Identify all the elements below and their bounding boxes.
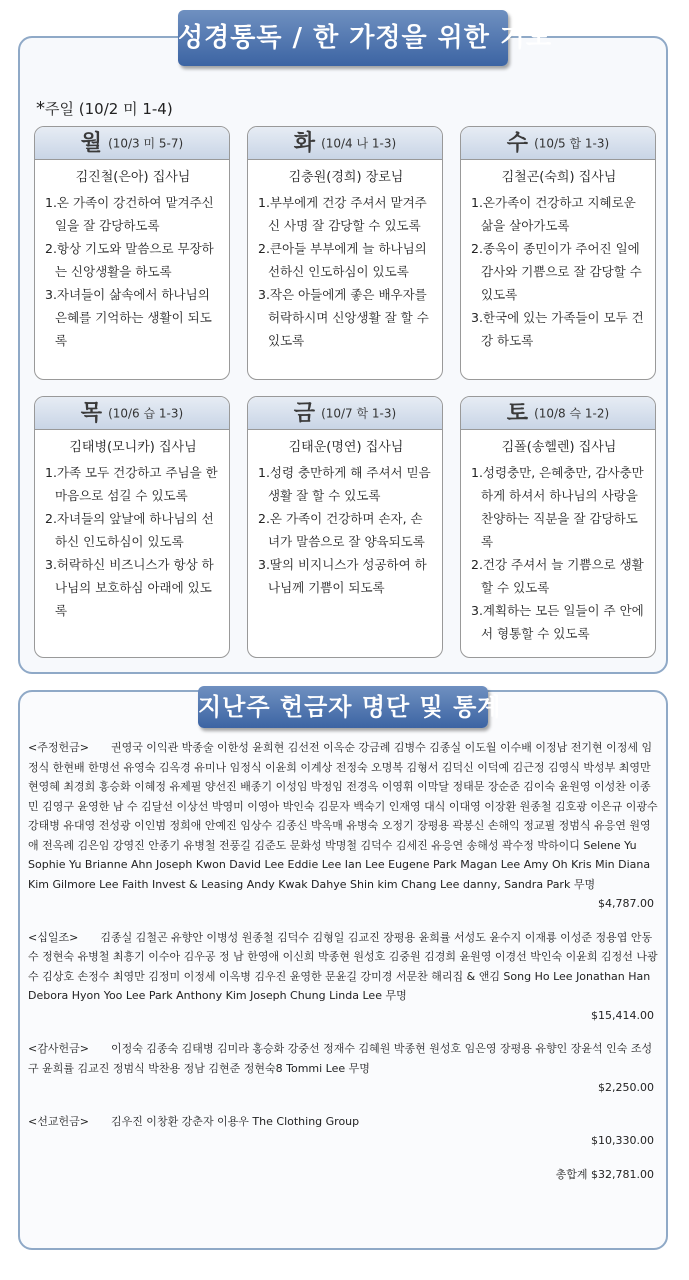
prayer-item: 1.온가족이 건강하고 지혜로운 삶을 살아가도록	[471, 195, 636, 233]
card-thursday	[34, 396, 230, 658]
prayer-item: 3.한국에 있는 가족들이 모두 건강 하도록	[471, 310, 644, 348]
group-names: 권영국 이익관 박종술 이한성 윤희현 김선전 이옥순 강금례 김병수 김종실 이도월 이수배 이정남 전기현 이정세 임정식 한현배 한명선 유영숙 김옥경 유미나 임정식 이윤희 이계상 전정숙 오명복 김형서 김덕신 이덕예 김근정 김영식 박성부 최영만 현영혜 최경희 홍승화 이혜정 유제필 양선진 배종기 이성임 박정임 전경옥 이영휘 이막달 정태문 장순준 김이숙 윤원영 이성찬 이종민 김영구 윤영한 남 수 김달선 이상선 박영미 이영아 박인숙 김문자 백숙기 인재영 대식 이대영 이장환 원종철 김호광 이은규 이광수 강태병 유대영 전성광 이인범 정희애 안예진 임상수 김종신 박옥매 유병숙 오정기 장평용 곽봉신 손해익 정교필 정범식 유응연 원영애 전옥례 김은임 강영진 안종기 유병철 전풍길 김준도 문화성 박명철 김덕수 김세진 유응연 송해성 곽수정 박하이디 Selene Yu Sophie Yu Brianne Ahn Joseph Kwon David Lee Eddie Lee Ian Lee Eugene Park Magan Lee Amy Oh Kris Min Diana Kim Gilmore Lee Faith Invest & Leasing Andy Kwak Dahye Shin kim Chang Lee danny, Sandra Park 무명	[28, 741, 658, 891]
prayer-title: 성경통독 / 한 가정을 위한 기도	[178, 10, 508, 66]
card-wednesday	[460, 126, 656, 380]
day-name: 목	[80, 400, 103, 426]
offering-group-mission	[28, 1112, 658, 1151]
group-amount: $4,787.00	[598, 897, 654, 910]
offering-group-tithe-weekly	[28, 738, 658, 914]
card-body	[248, 160, 442, 358]
prayer-item: 3.계획하는 모든 일들이 주 안에서 형통할 수 있도록	[471, 603, 644, 641]
day-ref: (10/4 나 1-3)	[321, 136, 397, 151]
prayer-item: 2.종욱이 종민이가 주어진 일에 감사와 기쁨으로 잘 감당할 수 있도록	[471, 241, 642, 302]
day-name: 수	[506, 130, 529, 156]
card-header	[248, 127, 442, 160]
prayer-item: 1.가족 모두 건강하고 주님을 한 마음으로 섬길 수 있도록	[45, 465, 218, 503]
group-label: <십일조>	[28, 930, 79, 944]
day-name: 월	[80, 130, 103, 156]
group-names: 김종실 김철곤 유향안 이병성 원종철 김덕수 김형일 김교진 장평용 윤희률 서성도 윤수지 이재룡 이성준 정용엽 안동수 정현숙 유병철 최흥기 이수아 김우공 정 남 한영애 이신희 박종현 원성호 김중원 김경희 윤원영 이경선 박인숙 이윤희 김정선 나광수 김상호 손정수 최영만 김정미 이정세 이옥병 김우진 윤영한 문윤길 강미경 서문찬 해리집 & 앤김 Song Ho Lee Jonathan Han Debora Hyon Yoo Lee Park Anthony Kim Joseph Chung Linda Lee 무명	[28, 930, 658, 1002]
family-name: 김태병(모니카) 집사님	[69, 440, 197, 455]
card-header	[461, 397, 655, 430]
day-ref: (10/6 습 1-3)	[108, 406, 184, 421]
prayer-item: 3.작은 아들에게 좋은 배우자를 허락하시며 신앙생활 잘 할 수 있도록	[258, 287, 429, 348]
offering-section	[18, 690, 668, 1250]
offering-list	[28, 738, 658, 1184]
family-name: 김태운(명연) 집사님	[288, 440, 404, 455]
day-ref: (10/5 합 1-3)	[534, 136, 610, 151]
card-monday	[34, 126, 230, 380]
group-label: <선교헌금>	[28, 1114, 89, 1128]
prayer-item: 1.부부에게 건강 주셔서 맡겨주신 사명 잘 감당할 수 있도록	[258, 195, 427, 233]
group-amount: $15,414.00	[591, 1008, 654, 1022]
day-ref: (10/8 슥 1-2)	[534, 406, 610, 421]
offering-title: 지난주 헌금자 명단 및 통계	[198, 686, 488, 728]
offering-group-tithe	[28, 928, 658, 1026]
card-body	[35, 430, 229, 628]
family-name: 김폴(송헬렌) 집사님	[501, 440, 617, 455]
group-amount: $10,330.00	[591, 1134, 654, 1147]
card-body	[35, 160, 229, 358]
day-name: 화	[293, 130, 316, 156]
family-name: 김철곤(숙희) 집사님	[501, 170, 617, 185]
card-header	[35, 397, 229, 430]
prayer-item: 1.성령 충만하게 해 주셔서 믿음 생활 잘 할 수 있도록	[258, 465, 431, 503]
day-ref: (10/3 미 5-7)	[108, 136, 184, 151]
sunday-star: *	[36, 98, 45, 119]
group-names: 김우진 이창환 강춘자 이용우 The Clothing Group	[110, 1114, 360, 1128]
prayer-item: 2.큰아들 부부에게 늘 하나님의 선하신 인도하심이 있도록	[258, 241, 427, 279]
card-body	[248, 430, 442, 605]
offering-total: 총합계 $32,781.00	[555, 1167, 654, 1181]
day-ref: (10/7 학 1-3)	[321, 406, 397, 421]
day-name: 금	[293, 400, 316, 426]
prayer-item: 3.허락하신 비즈니스가 항상 하나님의 보호하심 아래에 있도록	[45, 557, 214, 618]
card-tuesday	[247, 126, 443, 380]
prayer-item: 1.성령충만, 은혜충만, 감사충만하게 하셔서 하나님의 사랑을 찬양하는 직분을 잘 감당하도록	[471, 465, 644, 549]
sunday-ref: (10/2 미 1-4)	[78, 100, 173, 118]
prayer-item: 2.온 가족이 건강하며 손자, 손녀가 말씀으로 잘 양육되도록	[258, 511, 425, 549]
group-names: 이정숙 김종숙 김태병 김미라 홍승화 강중선 정재수 김혜원 박종현 원성호 임은영 장평용 유향인 장윤석 인숙 조성구 윤희률 김교진 정범식 박찬용 정남 김현준 정현숙8 Tommi Lee 무명	[28, 1042, 653, 1075]
family-name: 김충원(경희) 장로님	[288, 170, 404, 185]
prayer-item: 2.건강 주셔서 늘 기쁨으로 생활 할 수 있도록	[471, 557, 644, 595]
prayer-item: 2.항상 기도와 말씀으로 무장하는 신앙생활을 하도록	[45, 241, 214, 279]
family-name: 김진철(은아) 집사님	[75, 170, 191, 185]
card-header	[35, 127, 229, 160]
card-body	[461, 160, 655, 358]
sunday-label: 주일	[45, 100, 74, 118]
card-body	[461, 430, 655, 651]
card-saturday	[460, 396, 656, 658]
card-header	[248, 397, 442, 430]
day-name: 토	[506, 400, 529, 426]
prayer-item: 1.온 가족이 강건하여 맡겨주신 일을 잘 감당하도록	[45, 195, 214, 233]
prayer-item: 3.딸의 비지니스가 성공하여 하나님께 기쁨이 되도록	[258, 557, 427, 595]
group-amount: $2,250.00	[598, 1081, 654, 1094]
group-label: <주정헌금>	[28, 741, 89, 754]
prayer-item: 3.자녀들이 삶속에서 하나님의 은혜를 기억하는 생활이 되도록	[45, 287, 212, 348]
offering-group-thanks	[28, 1039, 658, 1098]
group-label: <감사헌금>	[28, 1042, 89, 1055]
card-header	[461, 127, 655, 160]
prayer-section	[18, 23, 668, 674]
sunday-reading	[36, 98, 173, 119]
prayer-item: 2.자녀들의 앞날에 하나님의 선하신 인도하심이 있도록	[45, 511, 214, 549]
card-friday	[247, 396, 443, 658]
